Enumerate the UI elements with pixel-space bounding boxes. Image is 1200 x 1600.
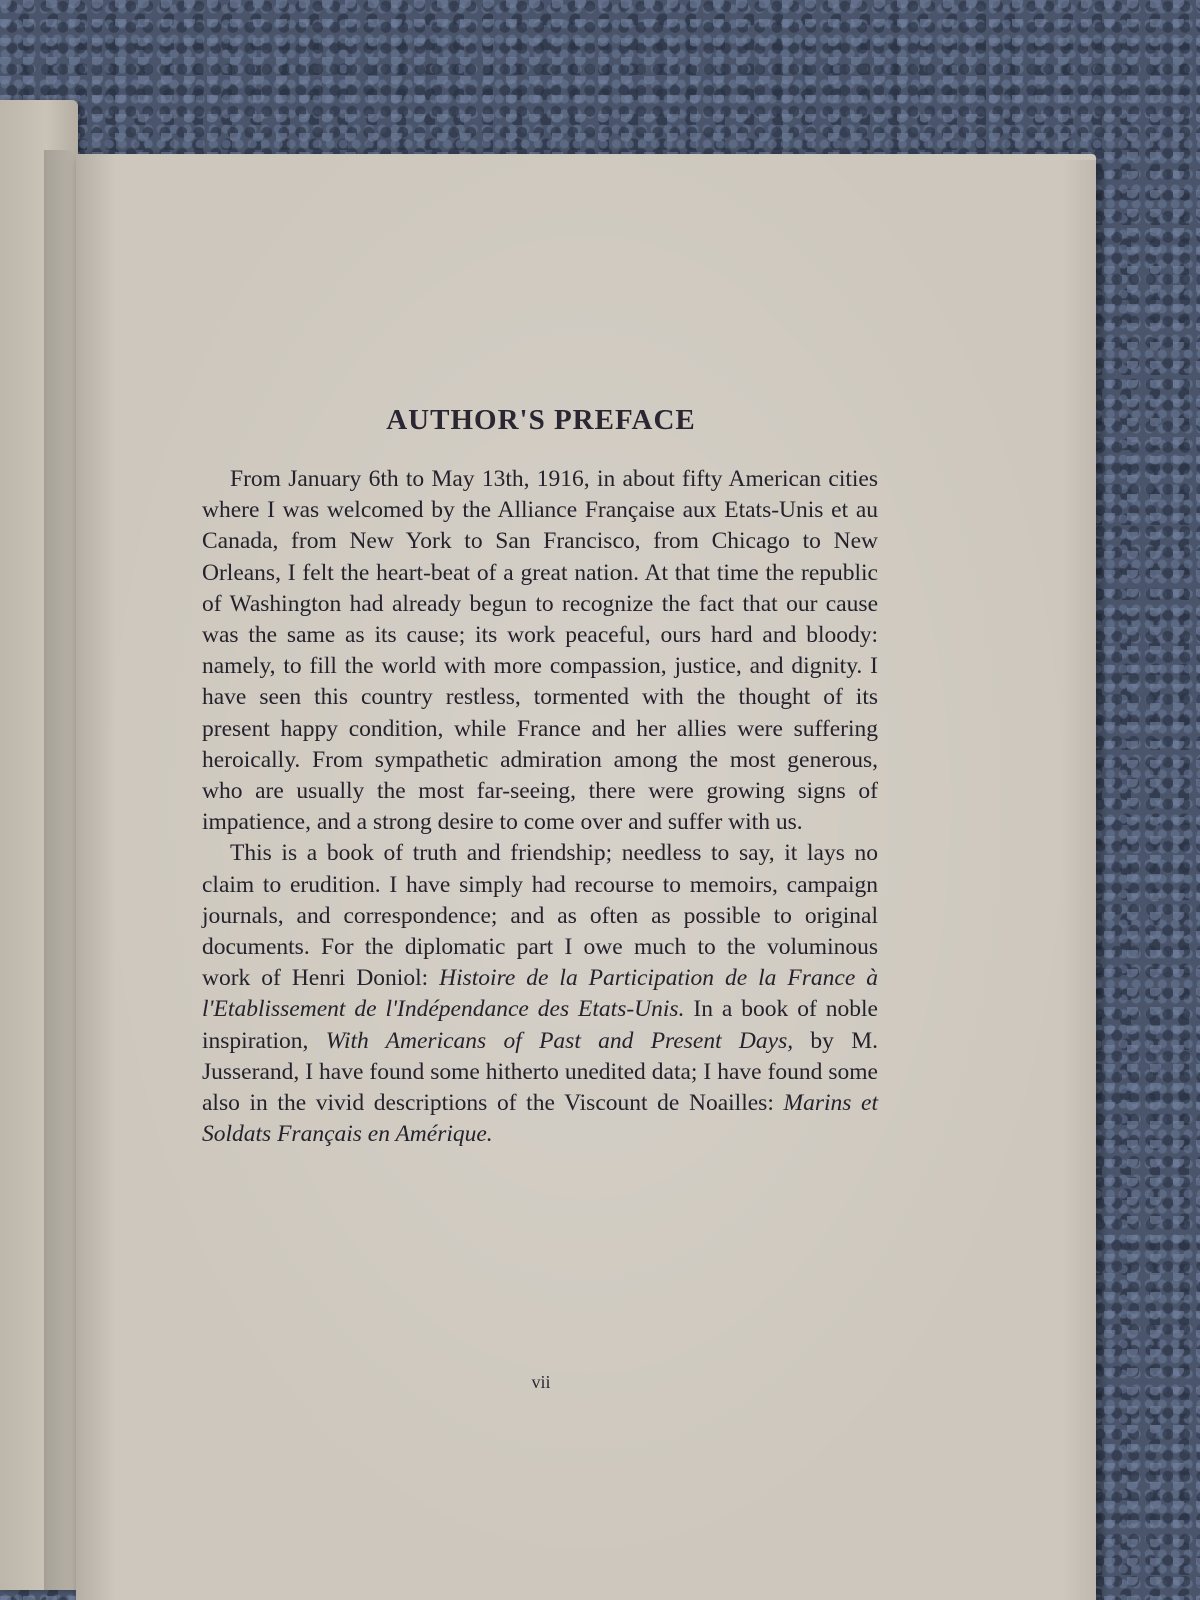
paragraph-2: [202, 838, 878, 1150]
book-title-noailles: Marins et Soldats Français en Amérique.: [202, 1090, 878, 1148]
page-edge-shadow: [1062, 160, 1096, 1600]
paragraph-2-text-3: by M. Jusserand, I have found some hitherto unedited data; I have found some also in the vivid descriptions of the Viscount de Noailles:: [202, 1027, 878, 1117]
page-number: vii: [531, 1372, 551, 1392]
page-title: AUTHOR'S PREFACE: [386, 404, 696, 436]
book-title-doniol: Histoire de la Participation de la France à l'Etablissement de l'Indépendance des Etats-Unis.: [202, 965, 879, 1023]
preface-body: [202, 464, 878, 1150]
paragraph-1: From January 6th to May 13th, 1916, in about fifty American cities where I was welcomed by the Alliance Française aux Etats-Unis et au Canada, from New York to San Francisco, from Chicago to New Orleans, I felt the heart-beat of a great nation. At that time the republic of Washington had already begun to recognize the fact that our cause was the same as its cause; its work peaceful, ours hard and bloody: namely, to fill the world with more compassion, justice, and dignity. I have seen this country restless, tormented with the thought of its present happy condition, while France and her allies were suffering heroically. From sympathetic admiration among the most generous, who are usually the most far-seeing, there were growing signs of impatience, and a strong desire to come over and suffer with us.: [202, 466, 878, 836]
paragraph-2-text-2: In a book of noble inspiration,: [202, 996, 878, 1054]
paragraph-2-text-1: This is a book of truth and friendship; needless to say, it lays no claim to erudition. I have simply had recourse to memoirs, campaign journals, and correspondence; and as often as possible to original documents. For the diplomatic part I owe much to the voluminous work of Henri Doniol:: [202, 840, 878, 992]
book-gutter-shadow: [44, 150, 78, 1590]
book-title-jusserand: With Americans of Past and Present Days,: [325, 1027, 794, 1054]
